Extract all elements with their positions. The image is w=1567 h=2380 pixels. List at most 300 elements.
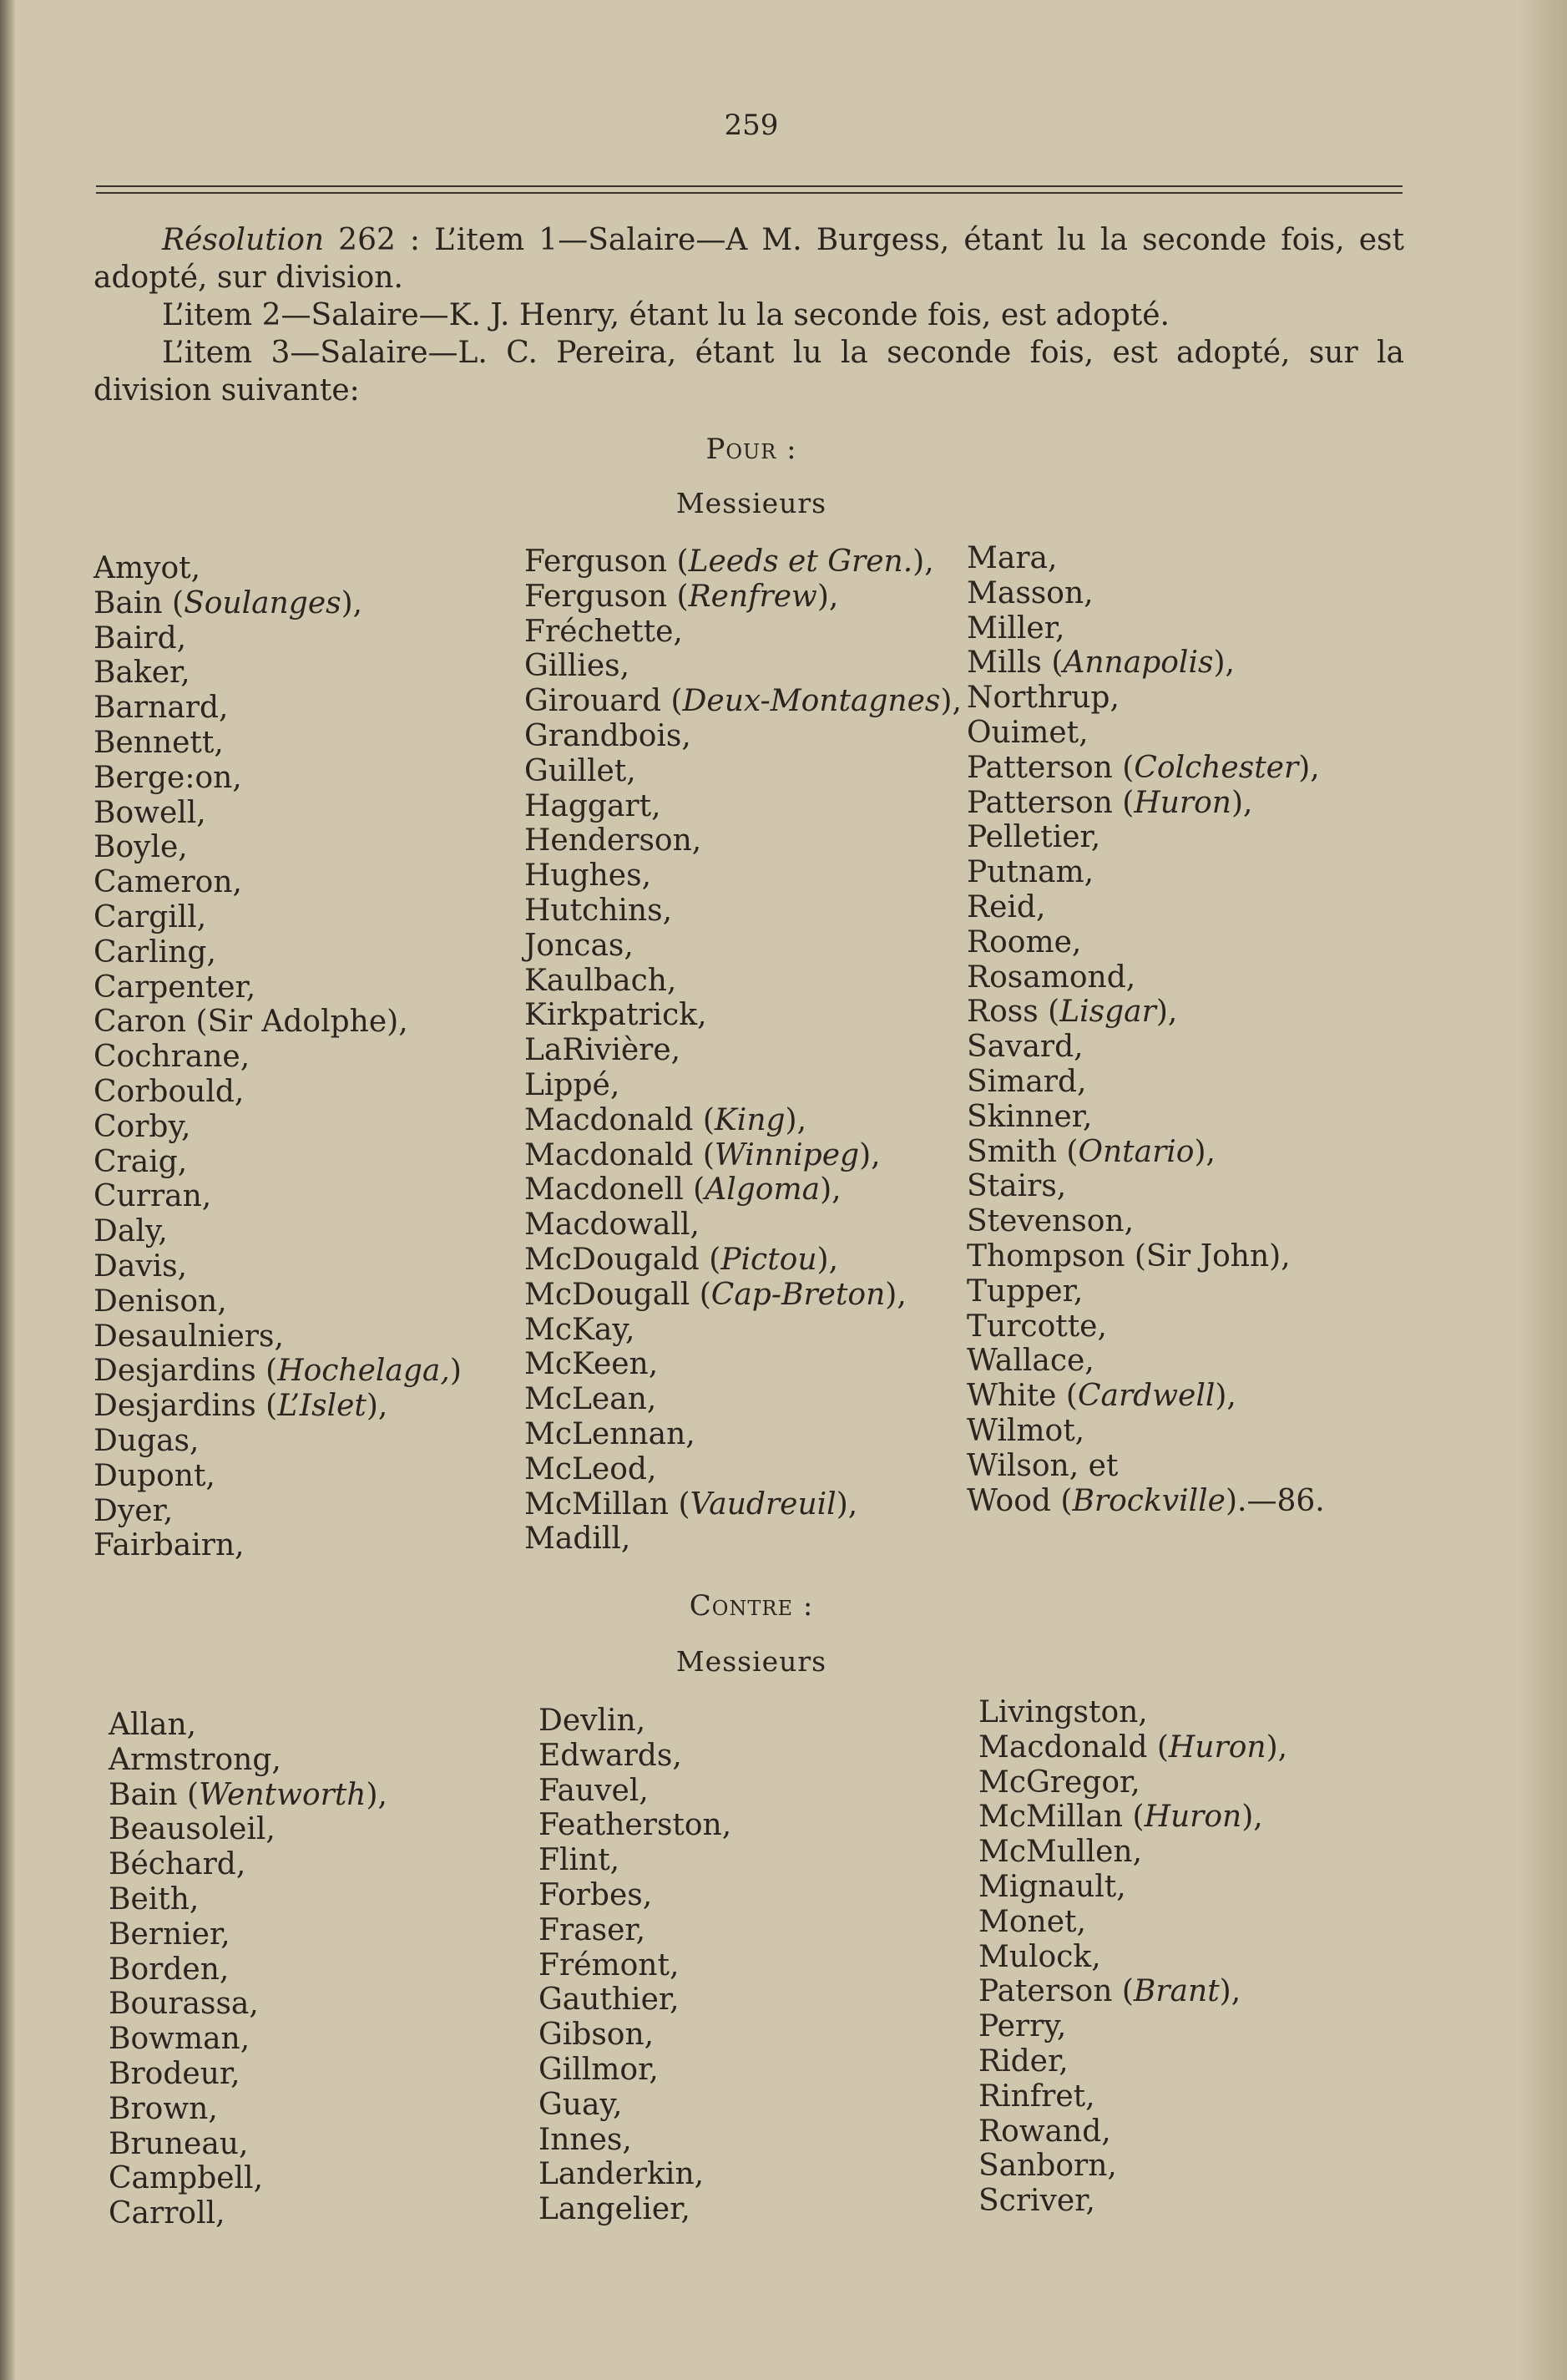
member-surname: Ferguson ( [524,579,689,614]
pour-column-2 [524,544,962,1557]
member-surname: Gauthier, [538,1982,680,2018]
member-riding: Cardwell [1077,1379,1216,1414]
member-name [94,830,462,865]
member-name [524,1313,962,1348]
contre-column-2 [538,1704,731,2227]
member-surname: Fréchette, [524,614,683,649]
member-name [538,2157,731,2192]
member-name [967,1135,1325,1170]
member-suffix: ), [341,585,363,620]
member-name [978,1800,1287,1835]
member-name [967,1065,1325,1100]
member-name [524,789,962,824]
member-name [967,1239,1325,1274]
member-surname: Landerkin, [538,2157,705,2192]
paragraph [94,221,1404,296]
member-surname: Turcotte, [967,1309,1107,1344]
member-surname: Rinfret, [978,2079,1095,2114]
member-riding: Colchester [1134,750,1299,785]
member-surname: Edwards, [538,1738,682,1773]
member-surname: Lippé, [524,1067,620,1102]
member-surname: Macdonald ( [524,1137,715,1172]
member-name [94,1145,462,1180]
member-name [94,796,462,831]
member-surname: Caron (Sir Adolphe), [94,1005,408,1040]
member-surname: Macdonald ( [978,1729,1169,1765]
member-surname: Brodeur, [109,2056,240,2091]
member-surname: Bain ( [94,585,185,620]
member-surname: Reid, [967,889,1046,924]
member-suffix: ), [816,579,839,614]
member-suffix: ), [1219,1974,1241,2009]
member-name [524,615,962,650]
contre-heading: Contre : [689,1589,814,1623]
member-name [94,1528,462,1563]
member-name [94,551,462,586]
member-name [538,2018,731,2053]
member-name [978,1835,1287,1870]
member-surname: Davis, [94,1248,188,1284]
member-surname: McGregor, [978,1765,1140,1800]
member-name [967,541,1325,576]
member-surname: Armstrong, [109,1742,281,1777]
member-surname: Macdonald ( [524,1102,715,1137]
member-surname: Carling, [94,934,216,970]
member-name [109,1952,387,1988]
member-name [967,1449,1325,1484]
member-surname: Desjardins ( [94,1354,278,1389]
member-name [109,1882,387,1917]
member-surname: Beausoleil, [109,1812,275,1847]
member-name [94,900,462,935]
member-name [524,1243,962,1278]
member-surname: Ross ( [967,995,1060,1030]
member-surname: McLeod, [524,1451,657,1486]
member-surname: McLean, [524,1382,657,1417]
member-name [538,1808,731,1843]
member-name [538,2053,731,2088]
member-suffix: ), [885,1277,907,1312]
member-surname: Roome, [967,924,1082,960]
member-surname: Daly, [94,1214,168,1249]
member-name [978,2079,1287,2114]
member-surname: Cochrane, [94,1040,250,1075]
member-name [94,970,462,1005]
member-name [978,1940,1287,1975]
member-surname: Paterson ( [978,1974,1134,2009]
member-surname: Tupper, [967,1274,1084,1309]
member-surname: McMillan ( [524,1486,690,1522]
paragraph-text: 262 : L’item 1—Salaire—A M. Burgess, étant lu la seconde fois, est adopté, sur division. [94,223,1404,295]
member-surname: Thompson (Sir John), [967,1238,1291,1274]
member-name [967,820,1325,855]
member-name [524,1278,962,1313]
member-surname: Hughes, [524,858,652,894]
member-name [538,1913,731,1948]
member-riding: Brockville [1072,1483,1226,1518]
member-surname: Brown, [109,2091,218,2126]
member-suffix: ), [1194,1134,1216,1169]
member-surname: Béchard, [109,1847,246,1882]
member-name [524,754,962,789]
member-surname: Guay, [538,2087,623,2122]
member-surname: Flint, [538,1843,620,1878]
member-name [94,1459,462,1494]
member-name [978,2044,1287,2079]
member-name [109,1917,387,1952]
paragraph-text: L’item 2—Salaire—K. J. Henry, étant lu la seconde fois, est adopté. [162,298,1170,332]
member-surname: Fraser, [538,1912,646,1947]
member-surname: Guillet, [524,753,636,788]
member-name [94,1040,462,1075]
member-surname: Dyer, [94,1493,174,1528]
member-riding: Hochelaga, [277,1354,450,1389]
member-surname: Gillies, [524,649,630,684]
member-name [967,1379,1325,1414]
member-surname: Featherston, [538,1808,732,1843]
member-surname: Craig, [94,1144,188,1179]
resolution-label: Résolution [162,223,325,257]
member-name [967,925,1325,960]
member-name [109,1987,387,2022]
member-surname: Simard, [967,1064,1087,1099]
member-suffix: ), [1155,995,1178,1030]
member-surname: Innes, [538,2122,632,2157]
member-surname: Wilmot, [967,1413,1085,1448]
member-riding: Lisgar [1059,995,1156,1030]
member-surname: Haggart, [524,788,661,823]
member-name [524,580,962,615]
member-name [524,858,962,894]
member-surname: Stevenson, [967,1204,1135,1239]
member-name [94,1110,462,1145]
member-name [524,1382,962,1417]
member-surname: Allan, [109,1708,197,1742]
member-name [94,1005,462,1040]
member-name [94,1075,462,1110]
member-surname: Gillmor, [538,2052,659,2087]
member-name [524,719,962,754]
member-surname: Livingston, [978,1695,1148,1729]
member-riding: Soulanges [184,585,341,620]
paragraph-text: L’item 3—Salaire—L. C. Pereira, étant lu la seconde fois, est adopté, sur la division suivante: [94,336,1404,408]
member-name [967,611,1325,646]
member-riding: Annapolis [1063,646,1214,681]
member-suffix: ), [940,684,962,719]
member-name [967,1344,1325,1379]
member-name [94,621,462,656]
member-surname: Bruneau, [109,2126,249,2161]
member-riding: Vaudreuil [690,1486,837,1522]
member-suffix: ), [912,544,934,579]
member-surname: Bennett, [94,725,224,760]
member-surname: Bowell, [94,795,206,830]
member-surname: Curran, [94,1179,212,1214]
member-name [524,544,962,580]
member-name [109,2092,387,2127]
member-surname: Fairbairn, [94,1528,245,1563]
member-surname: Dugas, [94,1423,200,1458]
member-surname: Bowman, [109,2022,250,2057]
member-surname: Mignault, [978,1869,1126,1904]
member-suffix: ).—86. [1225,1483,1325,1518]
member-surname: Amyot, [94,551,201,585]
member-name [524,1347,962,1382]
member-name [538,1982,731,2018]
member-surname: Hutchins, [524,893,673,928]
member-surname: Patterson ( [967,750,1135,785]
member-name [967,786,1325,821]
member-surname: Campbell, [109,2161,264,2196]
member-name [538,2123,731,2158]
member-name [524,929,962,964]
member-name [524,1033,962,1068]
member-surname: Devlin, [538,1704,646,1738]
member-surname: Masson, [967,575,1094,610]
member-surname: Wilson, et [967,1448,1119,1483]
member-name [109,1847,387,1882]
member-surname: Pelletier, [967,820,1101,855]
member-name [524,823,962,858]
member-name [109,1708,387,1743]
resolution-text [94,221,1404,409]
member-surname: Corbould, [94,1074,245,1109]
member-riding: King [714,1102,786,1137]
member-name [94,1249,462,1284]
member-name [978,2009,1287,2044]
member-name [538,1878,731,1913]
member-surname: Cameron, [94,865,242,900]
member-name [967,716,1325,751]
member-name [109,2196,387,2231]
member-surname: Stairs, [967,1169,1067,1204]
member-name [524,1138,962,1173]
member-name [109,1743,387,1778]
member-surname: Henderson, [524,823,702,858]
member-surname: McMillan ( [978,1800,1145,1835]
page-number: 259 [724,109,779,142]
member-name [978,1765,1287,1800]
member-surname: Mara, [967,541,1058,575]
member-name [524,1452,962,1487]
member-name [967,646,1325,681]
member-surname: Ouimet, [967,715,1089,750]
member-name [978,2114,1287,2150]
member-suffix: ), [820,1172,842,1208]
member-name [524,894,962,929]
member-surname: Kirkpatrick, [524,998,707,1033]
pour-column-1 [94,551,462,1563]
member-name [978,2149,1287,2184]
member-name [538,1774,731,1809]
member-name [967,1309,1325,1344]
member-suffix: ), [785,1102,807,1137]
member-name [538,2192,731,2227]
member-name [94,691,462,726]
member-surname: Gibson, [538,2018,655,2053]
member-riding: Deux-Montagnes [682,684,941,719]
member-suffix: ), [1241,1800,1263,1835]
member-suffix: ), [1298,750,1320,785]
member-surname: McKeen, [524,1347,659,1382]
member-riding: Ontario [1078,1134,1195,1169]
paragraph [94,334,1404,409]
member-suffix: ), [836,1486,858,1522]
member-riding: Cap-Breton [710,1277,886,1312]
member-name [94,935,462,970]
member-riding: Brant [1133,1974,1220,2009]
member-name [94,1214,462,1249]
member-name [94,1179,462,1214]
member-name [109,1812,387,1847]
member-name [538,2088,731,2123]
member-name [94,1284,462,1319]
member-surname: LaRivière, [524,1033,681,1068]
member-surname: McLennan, [524,1416,695,1451]
member-surname: Scriver, [978,2184,1095,2219]
member-name [94,586,462,621]
member-name [967,1274,1325,1309]
member-suffix: ), [816,1242,839,1277]
member-surname: McKay, [524,1312,635,1347]
member-surname: Boyle, [94,830,188,865]
member-surname: Wood ( [967,1483,1073,1518]
member-name [967,1030,1325,1065]
member-name [524,998,962,1033]
member-surname: Macdowall, [524,1208,700,1243]
member-surname: Patterson ( [967,785,1135,820]
member-name [538,1704,731,1739]
member-name [524,684,962,719]
member-name [538,1739,731,1774]
member-name [94,1494,462,1529]
member-riding: Huron [1144,1800,1242,1835]
member-name [967,855,1325,890]
member-name [978,1974,1287,2009]
contre-subheading: Messieurs [675,1645,827,1678]
header-rule [96,192,1403,194]
member-riding: Pictou [720,1242,817,1277]
member-surname: Borden, [109,1952,230,1987]
member-name [967,1100,1325,1135]
member-suffix: ) [449,1354,462,1389]
member-name [94,1319,462,1355]
member-name [524,1487,962,1522]
header-rule [96,185,1403,187]
member-name [967,1414,1325,1449]
member-name [524,1068,962,1103]
member-name [94,1354,462,1389]
member-name [538,1843,731,1878]
contre-column-1 [109,1708,387,2231]
member-surname: Skinner, [967,1099,1093,1134]
member-name [967,576,1325,611]
member-name [109,1778,387,1813]
member-surname: Sanborn, [978,2149,1117,2184]
member-surname: Frémont, [538,1947,680,1982]
member-suffix: ), [366,1389,388,1424]
member-surname: Bourassa, [109,1987,259,2022]
member-surname: Forbes, [538,1877,653,1912]
member-name [978,1730,1287,1765]
member-surname: Carroll, [109,2196,225,2231]
member-surname: Denison, [94,1284,227,1319]
member-suffix: ), [859,1137,881,1172]
member-riding: Renfrew [688,579,817,614]
member-surname: Madill, [524,1522,631,1557]
member-name [978,1870,1287,1905]
member-surname: Kaulbach, [524,963,677,998]
member-name [524,1208,962,1243]
member-surname: Perry, [978,2009,1067,2044]
member-name [978,1695,1287,1730]
member-suffix: ), [1266,1729,1288,1765]
member-riding: Huron [1134,785,1231,820]
member-name [109,2022,387,2057]
contre-column-3 [978,1695,1287,2219]
member-surname: Northrup, [967,681,1120,716]
member-name [967,1484,1325,1519]
member-name [109,2057,387,2092]
member-surname: Rider, [978,2043,1069,2079]
member-surname: Bernier, [109,1917,230,1952]
member-surname: Barnard, [94,691,229,726]
member-name [967,890,1325,925]
pour-subheading: Messieurs [675,487,827,519]
member-surname: Berge:on, [94,760,242,795]
member-name [109,2127,387,2162]
member-riding: Algoma [705,1172,821,1208]
member-name [967,960,1325,995]
member-surname: Mills ( [967,646,1064,681]
member-suffix: ), [1231,785,1253,820]
member-name [524,1103,962,1138]
member-name [94,865,462,900]
member-suffix: ), [366,1777,387,1812]
member-name [94,1424,462,1459]
member-surname: Girouard ( [524,684,683,719]
member-surname: Baird, [94,620,187,656]
pour-column-3 [967,541,1325,1518]
member-name [524,1522,962,1557]
member-name [94,1389,462,1424]
member-surname: Rowand, [978,2114,1111,2149]
member-name [967,1204,1325,1239]
member-surname: Smith ( [967,1134,1079,1169]
member-name [538,1948,731,1983]
member-surname: Joncas, [524,928,634,963]
member-surname: Desjardins ( [94,1389,278,1424]
member-surname: McMullen, [978,1835,1143,1870]
member-surname: Miller, [967,610,1065,646]
member-name [524,1417,962,1452]
member-riding: L’Islet [277,1389,366,1424]
paragraph [94,296,1404,334]
member-surname: Dupont, [94,1458,215,1493]
member-surname: McDougald ( [524,1242,721,1277]
member-name [967,681,1325,716]
member-surname: Macdonell ( [524,1172,705,1208]
pour-heading: Pour : [705,433,797,466]
member-surname: Desaulniers, [94,1319,284,1354]
member-name [967,1169,1325,1204]
member-surname: Savard, [967,1030,1084,1065]
member-name [524,649,962,684]
member-suffix: ), [1215,1379,1236,1414]
member-surname: Grandbois, [524,718,691,753]
member-name [524,1172,962,1208]
member-name [109,2161,387,2196]
